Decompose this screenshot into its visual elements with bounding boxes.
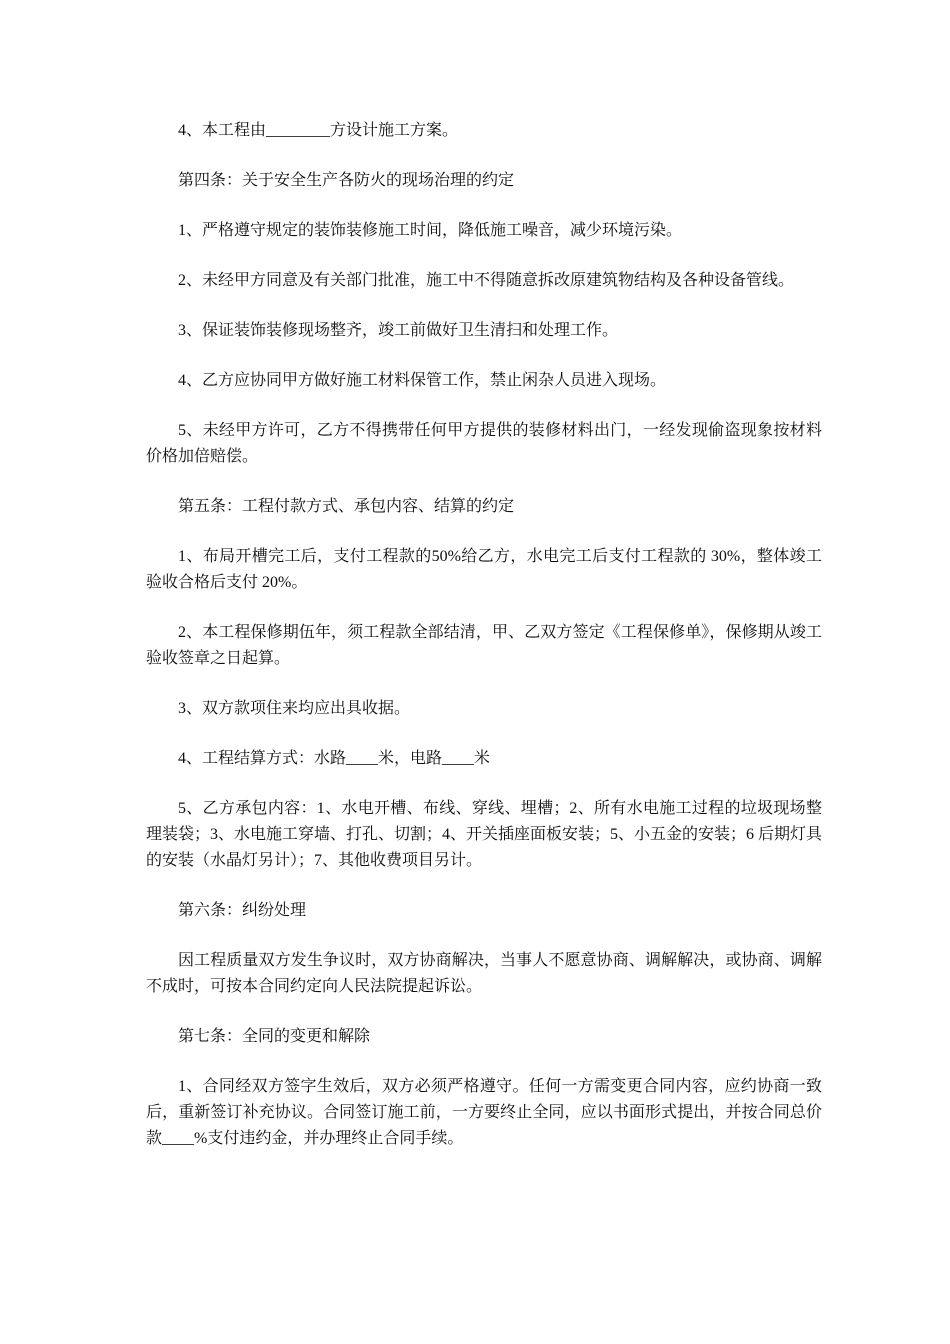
section-heading: 第六条：纠纷处理 bbox=[178, 902, 307, 919]
contract-paragraph: 5、乙方承包内容：1、水电开槽、布线、穿线、埋槽；2、所有水电施工过程的垃圾现场整理装袋；3、水电施工穿墙、打孔、切割；4、开关插座面板安装；5、小五金的安装；6 后期灯具的安装（水晶灯另计）；7、其他收费项目另计。 bbox=[146, 800, 823, 869]
section-heading: 第五条：工程付款方式、承包内容、结算的约定 bbox=[178, 498, 515, 515]
contract-paragraph: 4、乙方应协同甲方做好施工材料保管工作，禁止闲杂人员进入现场。 bbox=[178, 372, 667, 389]
contract-paragraph: 4、本工程由________方设计施工方案。 bbox=[178, 122, 459, 139]
contract-paragraph: 5、未经甲方许可，乙方不得携带任何甲方提供的装修材料出门，一经发现偷盗现象按材料价格加倍赔偿。 bbox=[146, 422, 822, 465]
contract-paragraph: 3、保证装饰装修现场整齐，竣工前做好卫生清扫和处理工作。 bbox=[178, 322, 619, 339]
contract-paragraph: 2、本工程保修期伍年，须工程款全部结清，甲、乙双方签定《工程保修单》，保修期从竣工验收签章之日起算。 bbox=[146, 624, 822, 667]
contract-paragraph: 4、工程结算方式：水路____米，电路____米 bbox=[178, 750, 491, 767]
contract-paragraph: 1、严格遵守规定的装饰装修施工时间，降低施工噪音，减少环境污染。 bbox=[178, 222, 683, 239]
contract-paragraph: 1、合同经双方签字生效后，双方必须严格遵守。任何一方需变更合同内容，应约协商一致后，重新签订补充协议。合同签订施工前，一方要终止全同，应以书面形式提出，并按合同总价款____%支付违约金，并办理终止合同手续。 bbox=[146, 1078, 822, 1147]
contract-paragraph: 2、未经甲方同意及有关部门批准，施工中不得随意拆改原建筑物结构及各种设备管线。 bbox=[178, 272, 795, 289]
contract-paragraph: 3、双方款项住来均应出具收据。 bbox=[178, 700, 411, 717]
contract-paragraph: 因工程质量双方发生争议时，双方协商解决，当事人不愿意协商、调解解决，或协商、调解不成时，可按本合同约定向人民法院提起诉讼。 bbox=[146, 952, 822, 995]
section-heading: 第四条：关于安全生产各防火的现场治理的约定 bbox=[178, 172, 515, 189]
section-heading: 第七条：全同的变更和解除 bbox=[178, 1028, 371, 1045]
contract-paragraph: 1、布局开槽完工后，支付工程款的50%给乙方，水电完工后支付工程款的 30%，整体竣工验收合格后支付 20%。 bbox=[146, 548, 822, 591]
